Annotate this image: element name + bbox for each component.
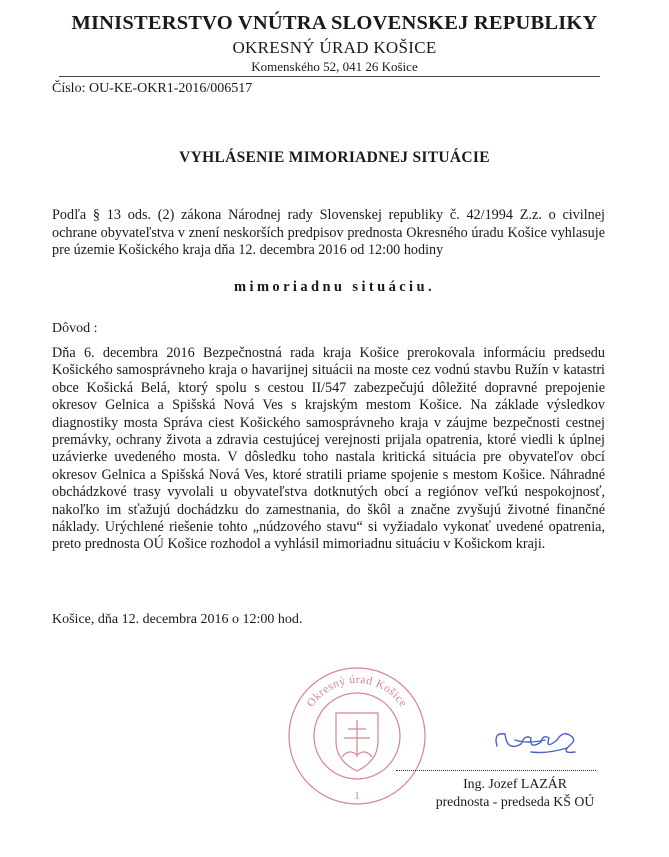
office-address: Komenského 52, 041 26 Košice — [251, 59, 418, 74]
signer-name: Ing. Jozef LAZÁR — [463, 776, 567, 791]
header-divider — [59, 76, 600, 77]
signature-line — [396, 770, 596, 771]
signer-role: prednosta - predseda KŠ OÚ — [435, 794, 595, 809]
official-stamp-icon — [286, 665, 428, 807]
stamp-number: 1 — [354, 790, 360, 802]
place-and-date: Košice, dňa 12. decembra 2016 o 12:00 hod. — [52, 612, 303, 627]
signature-icon — [487, 716, 587, 766]
document-number: Číslo: OU-KE-OKR1-2016/006517 — [52, 81, 253, 96]
office-heading: OKRESNÝ ÚRAD KOŠICE — [232, 38, 437, 57]
reason-paragraph: Dňa 6. decembra 2016 Bezpečnostná rada kraja Košice prerokovala informáciu predsedu Košického samosprávneho kraja o havarijnej situácii na moste cez vodnú stavbu Ružín v katastri obce Košická Belá, ktorý spolu s cestou II/547 zabezpečujú dôležité dopravné prepojenie okresov Gelnica a Spišská Nová Ves s krajským mestom Košice. Na základe výsledkov diagnostiky mosta Správa ciest Košického samosprávneho kraja v záujme bezpečnosti cestnej premávky, ochrany života a zdravia cestujúcej verejnosti prijala opatrenia, ktoré viedli k úplnej uzávierke uvedeného mosta. V dôsledku toho nastala kritická situácia pre obyvateľov obcí okresov Gelnica a Spišská Nová Ves, ktoré stratili priame spojenie s mestom Košice. Náhradné obchádzkové trasy vyvolali u obyvateľstva dotknutých obcí a regiónov veľkú nespokojnosť, nakoľko im sťažujú dochádzku do zamestnania, do škôl a značne zvyšujú životné finančné náklady. Urýchlené riešenie tohto „núdzového stavu“ si vyžiadalo vykonať uvedené opatrenia, preto prednosta OÚ Košice rozhodol a vyhlásil mimoriadnu situáciu v Košickom kraji. — [52, 345, 605, 553]
ministry-heading: MINISTERSTVO VNÚTRA SLOVENSKEJ REPUBLIKY — [71, 12, 598, 34]
document-title: VYHLÁSENIE MIMORIADNEJ SITUÁCIE — [179, 149, 490, 166]
intro-paragraph: Podľa § 13 ods. (2) zákona Národnej rady Slovenskej republiky č. 42/1994 Z.z. o civilnej ochrane obyvateľstva v znení neskorších predpisov prednosta Okresného úradu Košice vyhlasuje pre územie Košického kraja dňa 12. decembra 2016 od 12:00 hodiny — [52, 207, 605, 259]
reason-label: Dôvod : — [52, 321, 98, 336]
stamp-text: Okresný úrad Košice — [304, 673, 410, 710]
declaration-line: mimoriadnu situáciu. — [234, 279, 435, 295]
